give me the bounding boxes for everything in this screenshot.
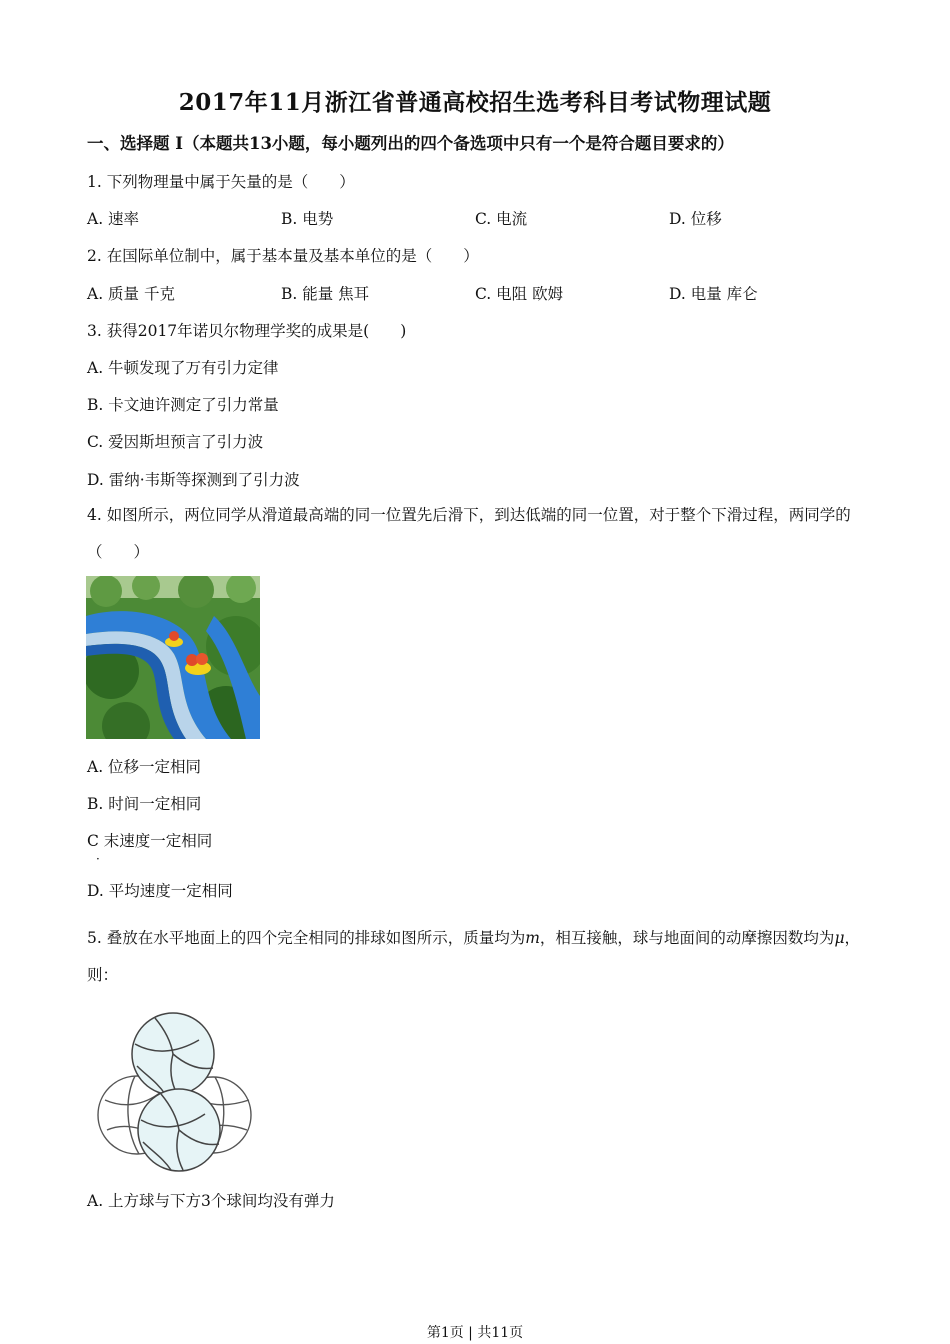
- q4-option-b: B. 时间一定相同: [87, 795, 202, 813]
- q5-stem-mid: ，相互接触，球与地面间的动摩擦因数均为: [539, 929, 835, 947]
- q3-option-c: C. 爱因斯坦预言了引力波: [87, 433, 264, 451]
- q5-var-m: m: [525, 929, 540, 947]
- q2-option-c: C. 电阻 欧姆: [475, 285, 564, 303]
- q4-option-c: C 末速度一定相同: [87, 832, 213, 850]
- question-3-stem: 3. 获得2017年诺贝尔物理学奖的成果是( ): [87, 322, 407, 340]
- q2-option-a: A. 质量 千克: [87, 285, 175, 303]
- q4-option-a: A. 位移一定相同: [87, 758, 202, 776]
- volleyball-stack-figure: [95, 1010, 255, 1175]
- waterslide-photo: [86, 576, 260, 739]
- q2-option-b: B. 能量 焦耳: [281, 285, 370, 303]
- question-2-stem: 2. 在国际单位制中，属于基本量及基本单位的是（ ）: [87, 247, 479, 265]
- question-4-stem: 4. 如图所示，两位同学从滑道最高端的同一位置先后滑下，到达低端的同一位置，对于整个下滑过程，两同学的（ ）: [87, 506, 851, 561]
- q2-option-d: D. 电量 库仑: [669, 285, 758, 303]
- page-title: 2017年11月浙江省普通高校招生选考科目考试物理试题: [178, 89, 772, 116]
- section-heading: 一、选择题 I（本题共13小题，每小题列出的四个备选项中只有一个是符合题目要求的）: [87, 134, 734, 153]
- page-footer: 第1页 | 共11页: [426, 1325, 524, 1341]
- q5-stem-prefix: 5. 叠放在水平地面上的四个完全相同的排球如图所示，质量均为: [87, 929, 526, 947]
- q3-option-d: D. 雷纳·韦斯等探测到了引力波: [87, 471, 300, 489]
- question-1-stem: 1. 下列物理量中属于矢量的是（ ）: [87, 173, 355, 191]
- q4-option-d: D. 平均速度一定相同: [87, 882, 233, 900]
- q5-var-mu: μ: [834, 929, 845, 947]
- q1-option-b: B. 电势: [281, 210, 334, 228]
- q5-option-a: A. 上方球与下方3个球间均没有弹力: [87, 1192, 335, 1210]
- q1-option-d: D. 位移: [669, 210, 722, 228]
- q5-stem-suffix: ，则：: [87, 929, 861, 984]
- q3-option-a: A. 牛顿发现了万有引力定律: [87, 359, 279, 377]
- q1-option-c: C. 电流: [475, 210, 528, 228]
- stray-dot: ·: [96, 852, 100, 866]
- question-5-stem: [87, 920, 867, 994]
- q3-option-b: B. 卡文迪许测定了引力常量: [87, 396, 279, 414]
- q1-option-a: A. 速率: [87, 210, 140, 228]
